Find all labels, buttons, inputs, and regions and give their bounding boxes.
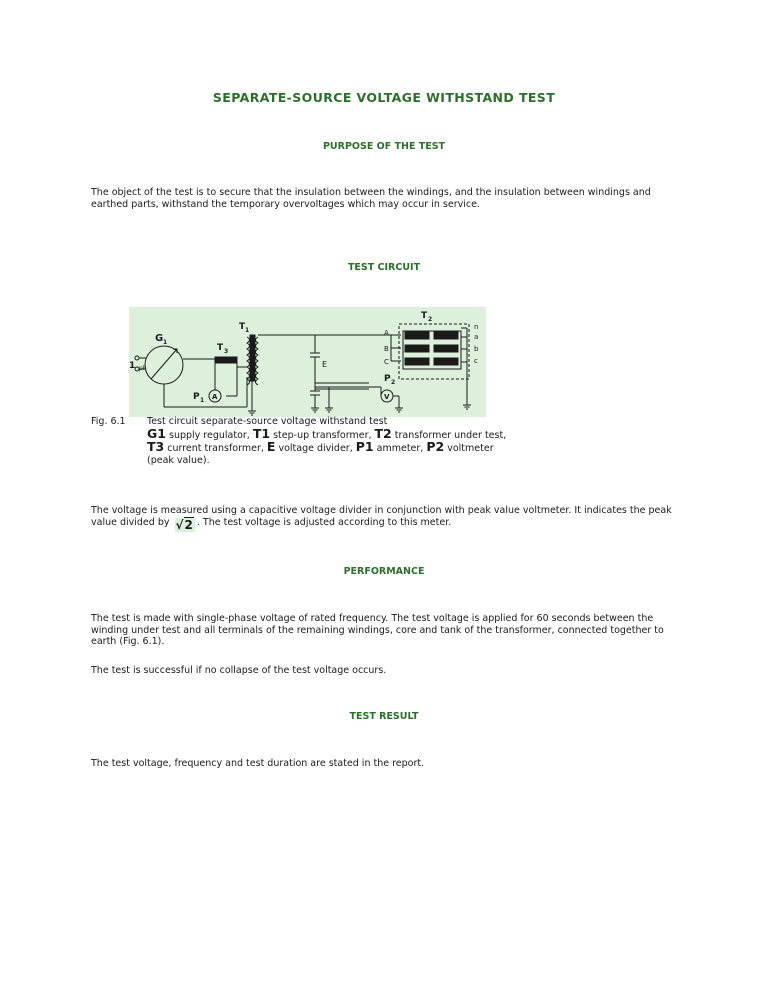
heading-performance: PERFORMANCE: [343, 566, 425, 577]
legend-text-p2: voltmeter (peak value).: [147, 443, 494, 466]
diagram-label-p2-sub: 2: [391, 379, 396, 386]
heading-test-circuit: TEST CIRCUIT: [347, 262, 421, 273]
earth-divider: [311, 408, 319, 412]
current-transformer-leads: [215, 363, 237, 377]
terminal-label-a-upper: A: [384, 329, 389, 337]
earth-cable: [325, 408, 333, 412]
legend-text-t3: current transformer,: [164, 443, 267, 454]
t2-lv-winding-c: [434, 358, 458, 365]
diagram-label-g1: G: [155, 333, 164, 344]
t2-hv-winding-c: [405, 358, 429, 365]
measurement-text-after: . The test voltage is adjusted according to this meter.: [196, 516, 452, 528]
diagram-label-p2: P: [384, 374, 391, 384]
ammeter-letter: A: [212, 393, 218, 401]
regulator-arrow: [151, 349, 177, 379]
legend-text-e: voltage divider,: [275, 443, 356, 454]
supply-terminal-top: [135, 356, 139, 360]
caption-title: Test circuit separate-source voltage withstand test: [147, 416, 388, 427]
sqrt-two-formula: [175, 518, 195, 532]
legend-text-g1: supply regulator,: [165, 429, 253, 441]
diagram-label-p1-sub: 1: [200, 397, 205, 404]
diagram-label-t1: T: [239, 322, 246, 332]
caption-legend: [147, 425, 507, 467]
result-paragraph: The test voltage, frequency and test duration are stated in the report.: [91, 758, 425, 769]
heading-purpose: PURPOSE OF THE TEST: [322, 141, 446, 152]
sqrt-symbol: √: [175, 517, 184, 532]
terminal-label-b-upper: B: [384, 345, 389, 353]
legend-symbol-t3: T3: [147, 439, 165, 454]
heading-test-result: TEST RESULT: [349, 711, 419, 722]
test-circuit-figure: [129, 307, 486, 417]
terminal-label-b-lower: b: [474, 345, 479, 353]
legend-symbol-t2: T2: [374, 425, 392, 441]
terminal-label-c-lower: c: [474, 357, 478, 365]
diagram-label-t2-sub: 2: [428, 316, 433, 323]
legend-text-t2: transformer under test,: [391, 429, 507, 441]
performance-paragraph-1: The test is made with single-phase voltage of rated frequency. The test voltage is applied for 60 seconds between the winding under test and all terminals of the remaining windings, core and tank of the transformer, connected together to earth (Fig. 6.1).: [91, 613, 664, 647]
figure-number: Fig. 6.1: [91, 416, 126, 427]
terminal-label-n: n: [474, 323, 479, 331]
diagram-label-1: 1: [129, 361, 136, 371]
terminal-label-a-lower: a: [474, 333, 479, 341]
t2-hv-winding-b: [405, 345, 429, 352]
earth-t2: [463, 405, 471, 409]
legend-symbol-p2: P2: [426, 439, 445, 454]
t2-lv-winding-b: [434, 345, 458, 352]
t1-core: [250, 335, 255, 381]
legend-symbol-t1: T1: [252, 425, 271, 441]
t1-secondary-coil: [256, 337, 259, 385]
diagram-label-t1-sub: 1: [245, 327, 250, 334]
measuring-cable: [315, 383, 369, 389]
caption-body: [147, 416, 507, 466]
performance-paragraph-2: The test is successful if no collapse of the test voltage occurs.: [91, 665, 387, 676]
diagram-label-p1: P: [193, 392, 200, 402]
divider-capacitor-upper: [310, 353, 320, 357]
diagram-label-t3: T: [217, 343, 224, 353]
diagram-label-g1-sub: 1: [163, 339, 168, 346]
document-title: SEPARATE-SOURCE VOLTAGE WITHSTAND TEST: [212, 90, 556, 105]
divider-capacitor-lower: [310, 391, 320, 395]
legend-text-t1: step-up transformer,: [270, 429, 375, 441]
current-transformer-core: [215, 357, 237, 363]
legend-text-p1: ammeter,: [373, 443, 427, 454]
diagram-label-e: E: [322, 360, 328, 369]
sqrt-value: 2: [184, 517, 193, 532]
earth-t1: [248, 411, 256, 415]
diagram-label-t2: T: [421, 311, 428, 321]
terminal-label-c-upper: C: [384, 358, 389, 366]
measurement-text-before: The voltage is measured using a capacitive voltage divider in conjunction with peak value voltmeter. It indicates the peak value divided by: [91, 505, 672, 528]
t2-hv-winding-a: [405, 332, 429, 339]
lv-terminal-leads: [461, 328, 467, 362]
legend-symbol-p1: P1: [355, 439, 374, 454]
diagram-label-ph: ph: [139, 365, 147, 372]
voltmeter-letter: V: [384, 393, 390, 401]
purpose-paragraph: The object of the test is to secure that the insulation between the windings, and the insulation between windings and earthed parts, withstand the temporary overvoltages which may occur in service.: [91, 187, 651, 210]
circuit-diagram: [129, 307, 486, 417]
legend-symbol-g1: G1: [147, 425, 166, 441]
measurement-paragraph: [91, 505, 681, 532]
diagram-label-t3-sub: 3: [224, 348, 229, 355]
t2-lv-winding-a: [434, 332, 458, 339]
earth-voltmeter: [395, 408, 403, 412]
legend-symbol-e: E: [266, 439, 276, 454]
